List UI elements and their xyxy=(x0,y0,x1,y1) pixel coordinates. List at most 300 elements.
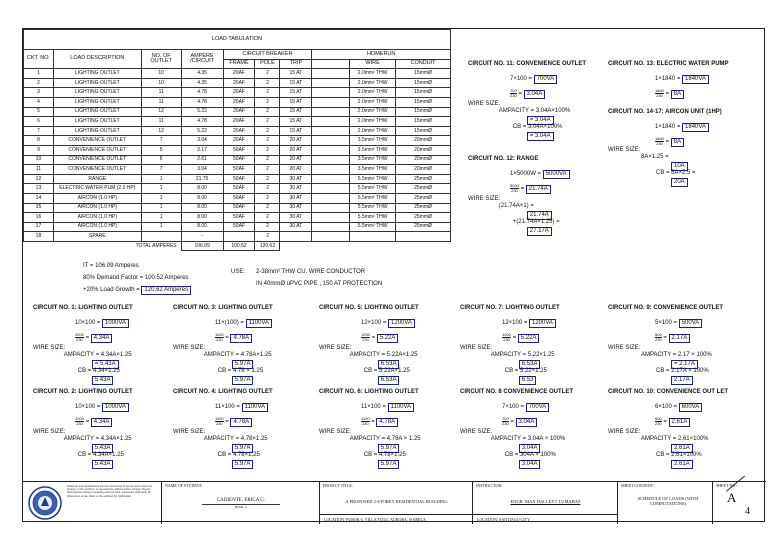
cell-t: 15 AT xyxy=(280,88,312,98)
circuit-title: CIRCUIT NO. 4: LIGHTING OUTLET xyxy=(173,389,273,395)
cell-n: 13 xyxy=(24,184,54,194)
cell-t: 30 AT xyxy=(280,174,312,184)
wire-size-label: WIRE SIZE: xyxy=(33,429,66,435)
cell-p: 2 xyxy=(255,78,280,88)
table-row xyxy=(24,136,451,146)
cell-n: 17 xyxy=(24,222,54,232)
cell-a: - xyxy=(181,232,223,242)
table-row xyxy=(24,184,451,194)
circuit-title: CIRCUIT NO. 8 CONVENIENCE OUTLET xyxy=(460,389,574,395)
table-row xyxy=(24,155,451,165)
col-desc: LOAD DESCRIPTION xyxy=(53,50,141,69)
cell-p: 2 xyxy=(255,213,280,223)
cell-n: 16 xyxy=(24,213,54,223)
cell-n: 3 xyxy=(24,88,54,98)
cell-a: 4.35 xyxy=(181,78,223,88)
cb-line: CB = 2.17A × 100% xyxy=(656,368,709,374)
circuit-c10 xyxy=(608,389,758,479)
cell-f: 20AF xyxy=(223,117,255,127)
cell-f: 20AF xyxy=(223,136,255,146)
wire-size-label: WIRE SIZE: xyxy=(33,345,66,351)
cb-line: CB = 4.78×1.25 xyxy=(363,452,406,458)
cell-p: 2 xyxy=(255,136,280,146)
summary-growth: +20% Load Growth = 120.62 Amperes xyxy=(83,286,191,295)
cell-a: 8.00 xyxy=(181,222,223,232)
cell-a: 2.61 xyxy=(181,155,223,165)
cell-t: 30 AT xyxy=(280,213,312,223)
circuit-current: $\frac{1200}{230}$ = 5.22A xyxy=(361,333,398,343)
cell-c: 15mmØ xyxy=(396,88,451,98)
ampacity-line: AMPACITY = 4.78×1.25 xyxy=(203,436,268,442)
cell-f: 50AF xyxy=(223,174,255,184)
content-label: SHEET CONTENT: xyxy=(621,483,654,488)
total-ampere: 106.09 xyxy=(181,241,223,251)
cell-w: 5.5mm² THW xyxy=(350,193,396,203)
cell-d: AIRCON (1.0 HP) xyxy=(53,193,141,203)
project-location: LOCATION: PUROK 6, VILLA FUGU, AURORA, ISABELA xyxy=(324,517,426,522)
ampacity-line: AMPACITY = 5.22A×1.25 xyxy=(349,352,418,358)
instructor-label: INSTRUCTOR: xyxy=(476,483,503,488)
circuit-current: $\frac{1000}{230}$ = 4.34A xyxy=(75,417,112,427)
school-seal xyxy=(27,486,63,520)
sheet-label: SHEET NO.: xyxy=(716,483,738,488)
cell-a: 8.00 xyxy=(181,203,223,213)
ampacity-line: (21.74A×1) = xyxy=(498,203,534,209)
cb-result: 6.53A xyxy=(378,376,400,385)
cell-f: 20AF xyxy=(223,88,255,98)
cell-o xyxy=(141,232,181,242)
cell-w: 2.0mm² THW xyxy=(350,126,396,136)
cell-d: LIGHTING OUTLET xyxy=(53,97,141,107)
cell-n: 14 xyxy=(24,193,54,203)
circuit-title: CIRCUIT NO. 3: LIGHTING OUTLET xyxy=(173,305,273,311)
cell-o: 10 xyxy=(141,78,181,88)
cb-line: CB = 8A×2.5 = xyxy=(656,170,696,176)
load-tabulation-table xyxy=(23,29,451,251)
cell-t: 20 AT xyxy=(280,136,312,146)
circuit-title: CIRCUIT NO. 7: LIGHTING OUTLET xyxy=(460,305,560,311)
cell-a: 4.78 xyxy=(181,97,223,107)
project-title: A PROPOSED 2-STOREY RESIDENTIAL BUILDING xyxy=(345,499,448,504)
cb-result: 2.17A xyxy=(671,376,693,385)
circuit-c8 xyxy=(460,389,600,479)
cell-d: CONVENIENCE OUTLET xyxy=(53,136,141,146)
ampacity-result: 5.97A xyxy=(232,444,254,453)
cell-n: 1 xyxy=(24,69,54,79)
ampacity-result: = 5.43A xyxy=(92,360,119,369)
circuit-load: 10×100 = 1000VA xyxy=(75,403,129,412)
cell-a: 4.35 xyxy=(181,69,223,79)
cb-line: CB = 2.61×100% xyxy=(656,452,702,458)
cell-o: 11 xyxy=(141,117,181,127)
cell-n: 15 xyxy=(24,203,54,213)
cell-o: 6 xyxy=(141,155,181,165)
cell-d: SPARE xyxy=(53,232,141,242)
col-homerun: HOMERUN xyxy=(312,50,451,60)
circuit-current: $\frac{700}{230}$ = 3.04A xyxy=(502,417,537,427)
circuit-c5 xyxy=(319,305,459,395)
circuit-c2 xyxy=(33,389,173,479)
cell-o: 10 xyxy=(141,69,181,79)
circuit-title: CIRCUIT NO. 14-17: AIRCON UNIT (1HP) xyxy=(608,109,722,115)
sheet-content: SCHEDULE OF LOADS (WITH COMPUTATIONS) xyxy=(637,496,699,507)
col-conduit: CONDUIT xyxy=(396,59,451,69)
cell-d: RANGE xyxy=(53,174,141,184)
cell-p: 2 xyxy=(255,165,280,175)
cell-f: 50AF xyxy=(223,155,255,165)
instructor-location: LOCATION: SANTIAGO CITY xyxy=(477,517,530,522)
ampacity-line: AMPACITY = 2.61×100% xyxy=(641,436,709,442)
cell-f: 20AF xyxy=(223,78,255,88)
cell-n: 12 xyxy=(24,174,54,184)
circuit-c6 xyxy=(319,389,459,479)
cell-f: 50AF xyxy=(223,203,255,213)
use-label: USE: xyxy=(231,269,246,275)
table-row xyxy=(24,222,451,232)
cell-o: 11 xyxy=(141,88,181,98)
student-name: CADIENTE, ERICA G. xyxy=(216,498,266,503)
notice-text: Drawings and specifications are the instruments of service and remain the property of the architect; no reproduction without written consent. Report discrepancies before proceeding with the work. Contractor shall verify all dimensions at site. Refer to the architect for clarification. xyxy=(67,485,152,498)
cell-w: 5.5mm² THW xyxy=(350,174,396,184)
ampacity-result: 5.97A xyxy=(232,360,254,369)
wire-size-label: WIRE SIZE: xyxy=(608,147,641,153)
circuit-c14 xyxy=(608,109,758,199)
cell-w: 3.5mm² THW xyxy=(350,165,396,175)
circuit-current: $\frac{1840}{230}$ = 8A xyxy=(655,137,684,147)
cb-line: CB = 5.22×1.25 xyxy=(504,368,547,374)
circuit-load: 6×100 = 600VA xyxy=(655,403,702,412)
circuit-title: CIRCUIT NO. 13: ELECTRIC WATER PUMP xyxy=(608,61,729,67)
cell-d: AIRCON (1.0 HP) xyxy=(53,203,141,213)
circuit-load: 12×100 = 1200VA xyxy=(361,319,415,328)
cell-a: 3.04 xyxy=(181,136,223,146)
cell-o: 1 xyxy=(141,213,181,223)
table-row xyxy=(24,165,451,175)
ampacity-line: AMPACITY = 3.04A×100% xyxy=(498,108,571,114)
circuit-current: $\frac{1100}{230}$ = 4.78A xyxy=(361,417,398,427)
cb-result: 27.17A xyxy=(527,227,552,236)
cell-f xyxy=(223,232,255,242)
cell-p: 2 xyxy=(255,155,280,165)
circuit-title: CIRCUIT NO. 12: RANGE xyxy=(468,156,539,162)
cell-w xyxy=(350,232,396,242)
drawing-sheet xyxy=(22,28,765,522)
table-row xyxy=(24,213,451,223)
cell-w: 2.0mm² THW xyxy=(350,69,396,79)
ampacity-result: 2.61A xyxy=(671,444,693,453)
ampacity-line: 8A×1.25 = xyxy=(641,154,669,160)
cell-f: 50AF xyxy=(223,165,255,175)
cell-w: 2.0mm² THW xyxy=(350,88,396,98)
cell-t: 15 AT xyxy=(280,97,312,107)
cell-n: 18 xyxy=(24,232,54,242)
cell-o: 1 xyxy=(141,222,181,232)
table-row xyxy=(24,126,451,136)
project-label: PROJECT TITLE: xyxy=(323,483,353,488)
cell-n: 7 xyxy=(24,126,54,136)
cell-a: 21.75 xyxy=(181,174,223,184)
circuit-load: 11×100 = 1100VA xyxy=(215,403,268,412)
student-label: NAME OF STUDENT: xyxy=(165,483,204,488)
wire-size-label: WIRE SIZE: xyxy=(460,429,493,435)
cell-t: 20 AT xyxy=(280,145,312,155)
table-row xyxy=(24,193,451,203)
cell-o: 1 xyxy=(141,203,181,213)
circuit-load: 10×100 = 1000VA xyxy=(75,319,129,328)
cell-t: 20 AT xyxy=(280,155,312,165)
cell-c: 25mmØ xyxy=(396,174,451,184)
cell-c: 15mmØ xyxy=(396,97,451,107)
circuit-title: CIRCUIT NO. 5: LIGHTING OUTLET xyxy=(319,305,419,311)
cell-t: 15 AT xyxy=(280,78,312,88)
cb-line: CB = 4.78 × 1.25 xyxy=(217,368,264,374)
cell-t: 20 AT xyxy=(280,165,312,175)
use-line1: 2-38mm² THW CU. WIRE CONDUCTOR xyxy=(256,269,366,275)
cell-p: 2 xyxy=(255,145,280,155)
ampacity-line: AMPACITY = 4.34A×1.25 xyxy=(63,436,132,442)
circuit-current: $\frac{1200}{230}$ = 5.22A xyxy=(502,333,539,343)
cell-a: 5.22 xyxy=(181,126,223,136)
circuit-load: 7×100 = 700VA xyxy=(502,403,549,412)
col-trip: TRIP xyxy=(280,59,312,69)
circuit-load: 5×100 = 500VA xyxy=(655,319,702,328)
use-line2: IN 40mmØ uPVC PIPE , 150 AT PROTECTION xyxy=(256,281,383,287)
cell-t: 30 AT xyxy=(280,222,312,232)
cb-result: 5.97A xyxy=(232,460,254,469)
cell-a: 4.78 xyxy=(181,117,223,127)
cell-p: 2 xyxy=(255,232,280,242)
circuit-current: $\frac{500}{230}$ = 2.17A xyxy=(655,333,690,343)
cell-c: 20mmØ xyxy=(396,136,451,146)
cell-p: 2 xyxy=(255,88,280,98)
cb-result: 5.97A xyxy=(378,460,400,469)
cell-o: 1 xyxy=(141,184,181,194)
circuit-title: CIRCUIT NO. 6: LIGHTING OUTLET xyxy=(319,389,419,395)
cell-f: 50AF xyxy=(223,213,255,223)
cell-d: LIGHTING OUTLET xyxy=(53,69,141,79)
circuit-current: $\frac{1840}{230}$ = 8A xyxy=(655,89,684,99)
student-section: BSAR - 4 xyxy=(235,505,247,509)
cb-result: 5.97A xyxy=(232,376,254,385)
ampacity-line: AMPACITY = 4.34A×1.25 xyxy=(63,352,132,358)
cell-p: 2 xyxy=(255,117,280,127)
summary-it: IT = 106.09 Amperes xyxy=(83,263,139,269)
table-row xyxy=(24,69,451,79)
circuit-load: 11×100 = 1100VA xyxy=(361,403,414,412)
cell-a: 4.78 xyxy=(181,88,223,98)
cell-w: 5.5mm² THW xyxy=(350,213,396,223)
ampacity-line: AMPACITY = 5.22×1.25 xyxy=(490,352,555,358)
cell-p: 2 xyxy=(255,107,280,117)
cell-p: 2 xyxy=(255,184,280,194)
cell-n: 8 xyxy=(24,136,54,146)
circuit-title: CIRCUIT NO. 2: LIGHTING OUTLET xyxy=(33,389,133,395)
circuit-current: $\frac{1100}{230}$ = 4.78A xyxy=(215,417,252,427)
ampacity-result: 6.53A xyxy=(378,360,400,369)
circuit-c3 xyxy=(173,305,313,395)
total-label: TOTAL AMPERES xyxy=(135,242,177,249)
cell-d: CONVENIENCE OUTLET xyxy=(53,165,141,175)
wire-size-label: WIRE SIZE: xyxy=(608,429,641,435)
cell-t: 30 AT xyxy=(280,184,312,194)
cell-p: 2 xyxy=(255,97,280,107)
cell-w: 2.0mm² THW xyxy=(350,117,396,127)
cell-t: 15 AT xyxy=(280,69,312,79)
ampacity-line: AMPACITY = 3.04A × 100% xyxy=(490,436,566,442)
cell-w: 3.5mm² THW xyxy=(350,136,396,146)
circuit-load: 1×1840 = 1840VA xyxy=(655,123,709,132)
cell-c: 20mmØ xyxy=(396,145,451,155)
cb-line: CB = 5.22A×1.25 xyxy=(363,368,410,374)
cb-result: 6.53 xyxy=(519,376,537,385)
wire-size-label: WIRE SIZE: xyxy=(173,345,206,351)
cell-w: 5.5mm² THW xyxy=(350,203,396,213)
wire-size-label: WIRE SIZE: xyxy=(319,429,352,435)
total-trip: 120.62 xyxy=(255,241,280,251)
cell-w: 5.5mm² THW xyxy=(350,222,396,232)
cell-t: 15 AT xyxy=(280,126,312,136)
circuit-current: $\frac{1000}{230}$ = 4.34A xyxy=(75,333,112,343)
table-row xyxy=(24,78,451,88)
summary-demand: 80% Demand Factor = 100.52 Amperes xyxy=(83,275,189,281)
cell-w: 2.0mm² THW xyxy=(350,78,396,88)
cell-f: 50AF xyxy=(223,222,255,232)
cell-c: 25mmØ xyxy=(396,193,451,203)
total-frame: 100.52 xyxy=(223,241,255,251)
circuit-c4 xyxy=(173,389,313,479)
cell-a: 8.00 xyxy=(181,184,223,194)
cell-d: AIRCON (1.0 HP) xyxy=(53,222,141,232)
table-row xyxy=(24,107,451,117)
cell-f: 50AF xyxy=(223,193,255,203)
col-wire: WIRE xyxy=(350,59,396,69)
cell-f: 20AF xyxy=(223,107,255,117)
table-row xyxy=(24,117,451,127)
cell-d: LIGHTING OUTLET xyxy=(53,117,141,127)
cell-n: 5 xyxy=(24,107,54,117)
cb-result: = 3.04A xyxy=(527,132,554,141)
title-block xyxy=(23,481,766,523)
cell-d: ELECTRIC WATER PUM (2.0 HP) xyxy=(53,184,141,194)
ampacity-result: 5.43A xyxy=(92,444,114,453)
ampacity-result: 6.53A xyxy=(519,360,541,369)
cb-line: CB = 304A × 100% xyxy=(504,452,556,458)
circuit-title: CIRCUIT NO. 10: CONVENIENCE OUT LET xyxy=(608,389,729,395)
cell-p: 2 xyxy=(255,193,280,203)
cell-p: 2 xyxy=(255,69,280,79)
cell-t: 30 AT xyxy=(280,203,312,213)
cell-n: 10 xyxy=(24,155,54,165)
cell-t: 30 AT xyxy=(280,193,312,203)
col-ampere: AMPERE /CIRCUIT xyxy=(181,50,223,69)
cell-f: 50AF xyxy=(223,145,255,155)
ampacity-result: 10A xyxy=(671,162,688,171)
cell-f: 20AF xyxy=(223,97,255,107)
cb-line: CB = 4.78×1.25 xyxy=(217,452,260,458)
cell-c: 20mmØ xyxy=(396,165,451,175)
ampacity-result: 5.97A xyxy=(378,444,400,453)
circuit-current: $\frac{600}{230}$ = 2.61A xyxy=(655,417,690,427)
cell-c: 25mmØ xyxy=(396,213,451,223)
cell-w: 5.5mm² THW xyxy=(350,184,396,194)
cell-w: 3.5mm² THW xyxy=(350,145,396,155)
ampacity-line: AMPACITY = 4.78A×1.25 xyxy=(203,352,272,358)
circuit-load: 12×100 = 1200VA xyxy=(502,319,556,328)
cell-p: 2 xyxy=(255,222,280,232)
cb-line: CB = 4.34A×1.25 xyxy=(77,452,124,458)
cb-line: CB = 4.34×1.25 xyxy=(77,368,120,374)
circuit-c11 xyxy=(468,61,608,151)
cell-w: 3.5mm² THW xyxy=(350,155,396,165)
cell-o: 1 xyxy=(141,193,181,203)
cell-t xyxy=(280,232,312,242)
table-row xyxy=(24,232,451,242)
table-row xyxy=(24,145,451,155)
circuit-title: CIRCUIT NO. 9: CONVENIENCE OUTLET xyxy=(608,305,724,311)
cb-result: 2.61A xyxy=(671,460,693,469)
cell-f: 20AF xyxy=(223,126,255,136)
ampacity-result: 3.04A xyxy=(519,444,541,453)
circuit-load: 1×1840 = 1840VA xyxy=(655,75,709,84)
cb-line: CB = 3.04A×100% xyxy=(512,124,563,130)
sheet-letter: A xyxy=(727,490,737,505)
cell-c: 25mmØ xyxy=(396,222,451,232)
cell-d: LIGHTING OUTLET xyxy=(53,126,141,136)
circuit-c9 xyxy=(608,305,758,395)
circuit-c7 xyxy=(460,305,600,395)
cell-a: 8.00 xyxy=(181,213,223,223)
circuit-current: $\frac{1100}{230}$ = 4.78A xyxy=(215,333,252,343)
ampacity-line: AMPACITY = 2.17 × 100% xyxy=(641,352,712,358)
cell-c: 15mmØ xyxy=(396,78,451,88)
cell-w: 2.0mm² THW xyxy=(350,107,396,117)
table-row xyxy=(24,174,451,184)
cell-t: 15 AT xyxy=(280,117,312,127)
cell-a: 3.04 xyxy=(181,165,223,175)
cell-n: 6 xyxy=(24,117,54,127)
cell-a: 5.22 xyxy=(181,107,223,117)
cell-d: LIGHTING OUTLET xyxy=(53,88,141,98)
ampacity-result: = 2.17A xyxy=(671,360,698,369)
circuit-c1 xyxy=(33,305,173,395)
wire-size-label: WIRE SIZE: xyxy=(608,345,641,351)
cell-c: 15mmØ xyxy=(396,117,451,127)
wire-size-label: WIRE SIZE: xyxy=(468,196,501,202)
cell-n: 9 xyxy=(24,145,54,155)
cell-w: 2.0mm² THW xyxy=(350,97,396,107)
circuit-c12 xyxy=(468,156,608,246)
cell-c: 15mmØ xyxy=(396,126,451,136)
col-pole: POLE xyxy=(255,59,280,69)
cell-c: 15mmØ xyxy=(396,107,451,117)
cell-a: 2.17 xyxy=(181,145,223,155)
cell-c: 20mmØ xyxy=(396,155,451,165)
cell-d: LIGHTING OUTLET xyxy=(53,78,141,88)
cell-c: 15mmØ xyxy=(396,69,451,79)
circuit-load: 11×(100) = 1100VA xyxy=(215,319,272,328)
cell-p: 2 xyxy=(255,174,280,184)
circuit-current: $\frac{5000}{230}$ = 21.74A xyxy=(510,184,551,194)
table-title: LOAD TABULATION xyxy=(24,30,451,50)
cell-f: 20AF xyxy=(223,69,255,79)
cb-result: 3.04A xyxy=(519,460,541,469)
sheet-number: 4 xyxy=(745,506,750,517)
cell-c xyxy=(396,232,451,242)
ampacity-result: 21.74A xyxy=(527,211,552,220)
col-breaker: CIRCUIT BREAKER xyxy=(223,50,312,60)
circuit-current: $\frac{700}{230}$ = 3.04A xyxy=(510,89,545,99)
circuit-load: 1×5000W = 5000VA xyxy=(510,170,570,179)
